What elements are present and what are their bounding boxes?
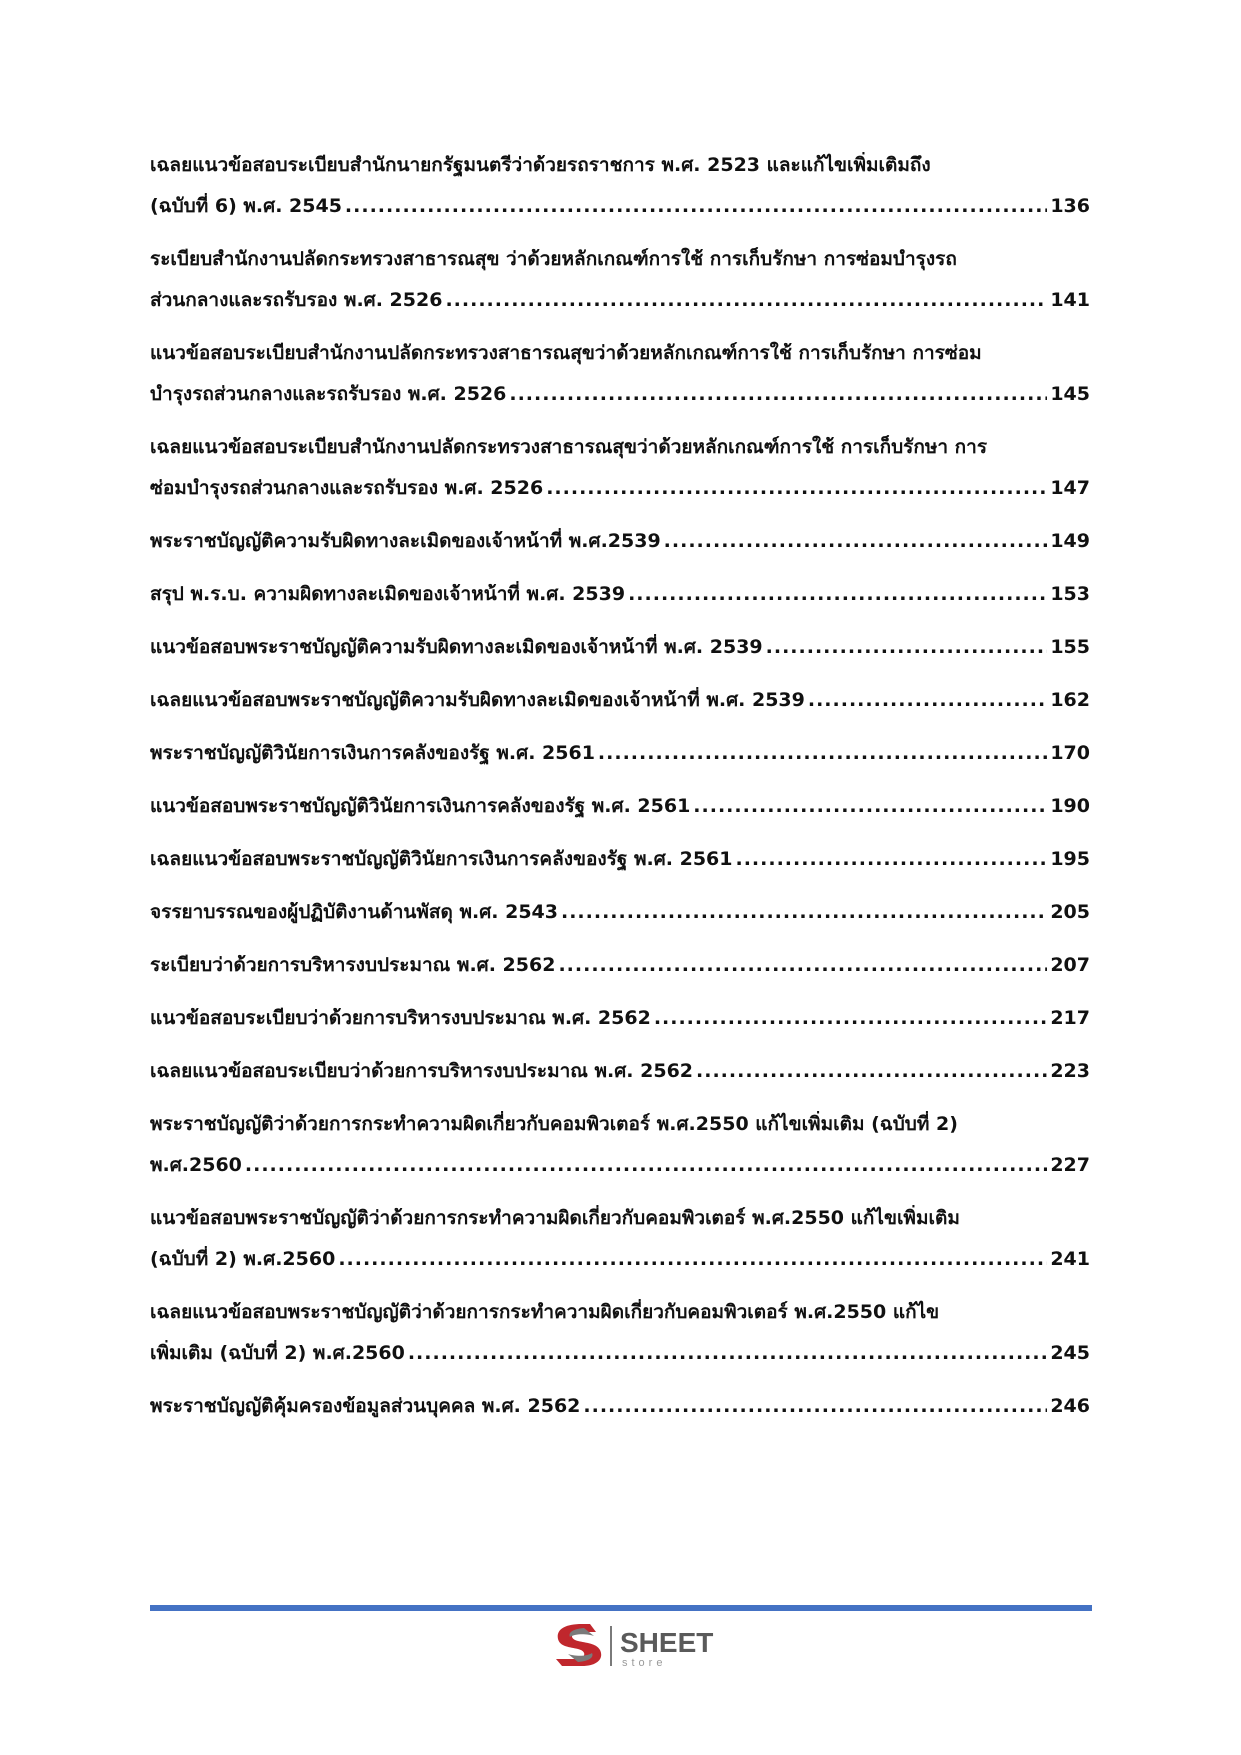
toc-entry-line [150,1340,1090,1366]
toc-entry-line [150,1058,1090,1084]
dot-leader [546,475,1047,501]
dot-leader [345,193,1047,219]
dot-leader [736,846,1048,872]
toc-page-number: 162 [1050,689,1090,711]
toc-page-number: 205 [1050,901,1090,923]
toc-page-number: 153 [1050,583,1090,605]
toc-entry-line [150,340,1090,366]
toc-entry-title: (ฉบับที่ 2) พ.ศ.2560 [150,1248,336,1270]
toc-entry-title: แนวข้อสอบพระราชบัญญัติว่าด้วยการกระทำความผิดเกี่ยวกับคอมพิวเตอร์ พ.ศ.2550 แก้ไขเพิ่มเติม [150,1207,960,1229]
footer-rule [150,1605,1092,1611]
toc-entry-line [150,634,1090,660]
dot-leader [408,1340,1048,1366]
dot-leader [583,1393,1047,1419]
toc-entry-line [150,1111,1090,1137]
toc-entry[interactable] [150,952,1090,978]
toc-entry[interactable] [150,1058,1090,1084]
toc-entry[interactable] [150,246,1090,313]
toc-entry[interactable] [150,1299,1090,1366]
toc-page-number: 227 [1050,1154,1090,1176]
toc-entry-line [150,287,1090,313]
toc-entry-title: เพิ่มเติม (ฉบับที่ 2) พ.ศ.2560 [150,1342,405,1364]
toc-entry-line [150,246,1090,272]
toc-entry-title: สรุป พ.ร.บ. ความผิดทางละเมิดของเจ้าหน้าที่ พ.ศ. 2539 [150,583,626,605]
toc-entry-title: พระราชบัญญัติว่าด้วยการกระทำความผิดเกี่ยวกับคอมพิวเตอร์ พ.ศ.2550 แก้ไขเพิ่มเติม (ฉบับที่ 2) [150,1113,958,1135]
toc-entry-title: ส่วนกลางและรถรับรอง พ.ศ. 2526 [150,289,443,311]
dot-leader [696,1058,1047,1084]
toc-entry[interactable] [150,1205,1090,1272]
dot-leader [338,1246,1047,1272]
toc-entry-line [150,193,1090,219]
dot-leader [693,793,1047,819]
toc-page-number: 141 [1050,289,1090,311]
toc-entry-line [150,687,1090,713]
table-of-contents [150,152,1090,1446]
toc-entry-line [150,899,1090,925]
toc-entry-title: แนวข้อสอบระเบียบว่าด้วยการบริหารงบประมาณ พ.ศ. 2562 [150,1007,651,1029]
toc-entry-line [150,1005,1090,1031]
toc-entry[interactable] [150,740,1090,766]
toc-entry-line [150,475,1090,501]
toc-entry[interactable] [150,528,1090,554]
toc-entry-title: (ฉบับที่ 6) พ.ศ. 2545 [150,195,342,217]
toc-entry-title: เฉลยแนวข้อสอบระเบียบสำนักนายกรัฐมนตรีว่าด้วยรถราชการ พ.ศ. 2523 และแก้ไขเพิ่มเติมถึง [150,154,931,176]
toc-entry-title: แนวข้อสอบระเบียบสำนักงานปลัดกระทรวงสาธารณสุขว่าด้วยหลักเกณฑ์การใช้ การเก็บรักษา การซ่อม [150,342,982,364]
dot-leader [445,287,1047,313]
toc-page-number: 195 [1050,848,1090,870]
dot-leader [628,581,1047,607]
toc-page-number: 241 [1050,1248,1090,1270]
dot-leader [561,899,1047,925]
toc-entry-title: เฉลยแนวข้อสอบพระราชบัญญัติความรับผิดทางละเมิดของเจ้าหน้าที่ พ.ศ. 2539 [150,689,805,711]
dot-leader [808,687,1047,713]
toc-entry-title: แนวข้อสอบพระราชบัญญัติความรับผิดทางละเมิดของเจ้าหน้าที่ พ.ศ. 2539 [150,636,763,658]
toc-page-number: 223 [1050,1060,1090,1082]
toc-page-number: 149 [1050,530,1090,552]
toc-entry-title: จรรยาบรรณของผู้ปฏิบัติงานด้านพัสดุ พ.ศ. 2543 [150,901,558,923]
toc-entry-title: เฉลยแนวข้อสอบพระราชบัญญัติวินัยการเงินการคลังของรัฐ พ.ศ. 2561 [150,848,733,870]
toc-entry-title: บำรุงรถส่วนกลางและรถรับรอง พ.ศ. 2526 [150,383,507,405]
dot-leader [509,381,1047,407]
toc-entry-line [150,846,1090,872]
toc-page-number: 145 [1050,383,1090,405]
toc-page-number: 217 [1050,1007,1090,1029]
toc-entry[interactable] [150,1111,1090,1178]
toc-entry-line [150,952,1090,978]
toc-entry-line [150,793,1090,819]
toc-entry-line [150,1205,1090,1231]
toc-entry-line [150,740,1090,766]
toc-entry[interactable] [150,634,1090,660]
toc-entry-line [150,1246,1090,1272]
dot-leader [558,952,1047,978]
toc-entry-title: พ.ศ.2560 [150,1154,242,1176]
toc-entry[interactable] [150,1393,1090,1419]
toc-entry[interactable] [150,581,1090,607]
toc-page-number: 246 [1050,1395,1090,1417]
toc-page-number: 155 [1050,636,1090,658]
toc-entry[interactable] [150,793,1090,819]
toc-entry-title: แนวข้อสอบพระราชบัญญัติวินัยการเงินการคลังของรัฐ พ.ศ. 2561 [150,795,691,817]
toc-entry[interactable] [150,340,1090,407]
toc-entry[interactable] [150,152,1090,219]
toc-entry-line [150,581,1090,607]
toc-entry-title: พระราชบัญญัติคุ้มครองข้อมูลส่วนบุคคล พ.ศ. 2562 [150,1395,581,1417]
toc-entry-title: ระเบียบว่าด้วยการบริหารงบประมาณ พ.ศ. 2562 [150,954,556,976]
logo-brand-text: SHEET [620,1627,714,1658]
toc-entry-title: เฉลยแนวข้อสอบระเบียบว่าด้วยการบริหารงบประมาณ พ.ศ. 2562 [150,1060,694,1082]
toc-entry[interactable] [150,846,1090,872]
toc-entry-line [150,1152,1090,1178]
toc-entry[interactable] [150,687,1090,713]
dot-leader [766,634,1048,660]
toc-page-number: 190 [1050,795,1090,817]
toc-entry-title: พระราชบัญญัติความรับผิดทางละเมิดของเจ้าหน้าที่ พ.ศ.2539 [150,530,661,552]
toc-page-number: 245 [1050,1342,1090,1364]
dot-leader [654,1005,1048,1031]
toc-entry-line [150,528,1090,554]
toc-entry-title: เฉลยแนวข้อสอบระเบียบสำนักงานปลัดกระทรวงสาธารณสุขว่าด้วยหลักเกณฑ์การใช้ การเก็บรักษา การ [150,436,988,458]
toc-entry-line [150,434,1090,460]
toc-page-number: 207 [1050,954,1090,976]
dot-leader [598,740,1047,766]
toc-entry-line [150,381,1090,407]
logo-sub-text: store [622,1657,667,1669]
toc-entry[interactable] [150,899,1090,925]
toc-entry-title: พระราชบัญญัติวินัยการเงินการคลังของรัฐ พ.ศ. 2561 [150,742,595,764]
toc-entry[interactable] [150,1005,1090,1031]
dot-leader [245,1152,1047,1178]
toc-page-number: 147 [1050,477,1090,499]
toc-entry-line [150,1299,1090,1325]
toc-entry-line [150,152,1090,178]
toc-entry-title: เฉลยแนวข้อสอบพระราชบัญญัติว่าด้วยการกระทำความผิดเกี่ยวกับคอมพิวเตอร์ พ.ศ.2550 แก้ไข [150,1301,940,1323]
toc-page-number: 136 [1050,195,1090,217]
sheet-store-logo [548,1618,724,1674]
toc-entry-line [150,1393,1090,1419]
logo-mark-icon [548,1618,724,1674]
toc-entry[interactable] [150,434,1090,501]
toc-entry-title: ซ่อมบำรุงรถส่วนกลางและรถรับรอง พ.ศ. 2526 [150,477,544,499]
dot-leader [664,528,1048,554]
toc-entry-title: ระเบียบสำนักงานปลัดกระทรวงสาธารณสุข ว่าด้วยหลักเกณฑ์การใช้ การเก็บรักษา การซ่อมบำรุงรถ [150,248,957,270]
toc-page-number: 170 [1050,742,1090,764]
